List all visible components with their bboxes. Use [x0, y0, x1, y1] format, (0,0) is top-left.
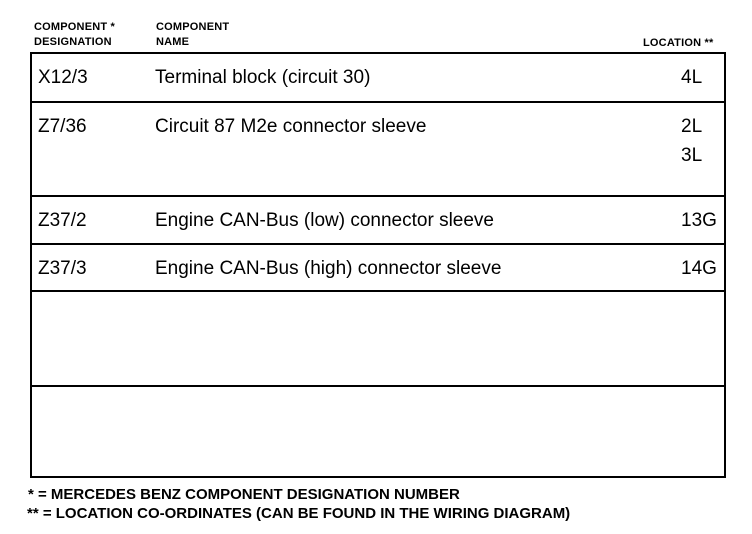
component-name-cell: Engine CAN-Bus (low) connector sleeve [155, 210, 494, 231]
location-cell [681, 206, 717, 235]
component-name-cell: Engine CAN-Bus (high) connector sleeve [155, 258, 502, 279]
table-row [32, 387, 724, 476]
table-row [32, 197, 724, 245]
footnote-location: ** = LOCATION CO-ORDINATES (CAN BE FOUND IN THE WIRING DIAGRAM) [27, 505, 571, 522]
component-name-cell: Terminal block (circuit 30) [155, 67, 371, 88]
designation-cell: Z7/36 [38, 116, 87, 137]
location-value: 14G [681, 258, 717, 279]
column-header-designation-line2: DESIGNATION [34, 36, 112, 48]
component-table [30, 52, 726, 478]
location-value: 2L [681, 116, 703, 137]
column-header-name [156, 20, 229, 50]
location-cell [681, 112, 702, 170]
component-name-cell: Circuit 87 M2e connector sleeve [155, 116, 427, 137]
location-value: 4L [681, 67, 703, 88]
location-value: 3L [681, 145, 703, 166]
footnote-designation: * = MERCEDES BENZ COMPONENT DESIGNATION NUMBER [28, 486, 460, 503]
column-header-name-line2: NAME [156, 36, 190, 48]
location-cell [681, 254, 717, 283]
column-header-location [643, 36, 713, 51]
column-header-designation [34, 20, 115, 50]
table-row [32, 245, 724, 292]
column-header-name-line1: COMPONENT [156, 21, 230, 33]
location-cell [681, 63, 702, 92]
designation-cell: X12/3 [38, 67, 88, 88]
location-value: 13G [681, 210, 717, 231]
designation-cell: Z37/2 [38, 210, 87, 231]
table-row [32, 54, 724, 103]
table-row [32, 292, 724, 387]
column-header-designation-line1: COMPONENT * [34, 21, 116, 33]
column-header-location-label: LOCATION ** [643, 37, 714, 49]
table-row [32, 103, 724, 197]
designation-cell: Z37/3 [38, 258, 87, 279]
